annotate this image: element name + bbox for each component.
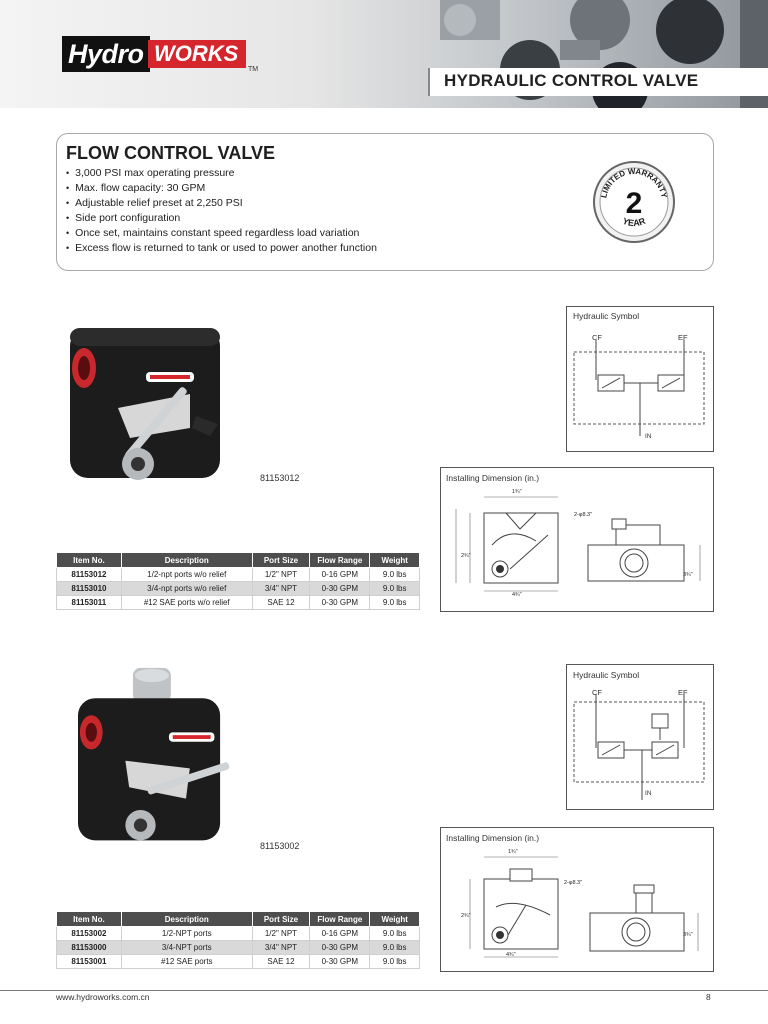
hydraulic-symbol-title: Hydraulic Symbol <box>573 670 640 680</box>
product-title: FLOW CONTROL VALVE <box>66 143 275 163</box>
installing-dimension-drawing <box>440 845 712 970</box>
column-header: Port Size <box>252 553 310 568</box>
image-item-code: 81153012 <box>260 473 300 483</box>
installing-dimension-drawing <box>440 485 712 610</box>
logo-trademark: TM <box>248 66 259 73</box>
feature-item: • Adjustable relief preset at 2,250 PSI <box>66 196 377 211</box>
column-header: Item No. <box>57 553 122 568</box>
port-cf-label: CF <box>592 688 602 697</box>
image-item-code: 81153002 <box>260 841 300 851</box>
dimension-label: 2-φ8.3" <box>574 512 593 518</box>
footer-divider <box>0 990 768 991</box>
flow-range-cell: 0-30 GPM <box>310 582 370 596</box>
dimension-label: 4¾" <box>506 952 516 958</box>
section-title: HYDRAULIC CONTROL VALVE <box>444 71 699 90</box>
warranty-number: 2 <box>625 187 643 220</box>
hydraulic-symbol-diagram <box>566 320 712 450</box>
item-number: 81153001 <box>57 955 122 969</box>
dimension-label: 2¾" <box>461 553 471 559</box>
weight-cell: 9.0 lbs <box>370 568 420 582</box>
dimension-label: 1¾" <box>508 849 518 855</box>
hydraulic-symbol-diagram <box>566 678 712 808</box>
dimension-label: 3¾" <box>683 572 693 578</box>
installing-dimension-title: Installing Dimension (in.) <box>446 473 540 483</box>
spec-table <box>56 911 420 969</box>
description-cell: 1/2-NPT ports <box>121 927 252 941</box>
item-number: 81153002 <box>57 927 122 941</box>
column-header: Description <box>121 912 252 927</box>
port-size-cell: SAE 12 <box>252 596 310 610</box>
spec-table <box>56 552 420 610</box>
port-size-cell: SAE 12 <box>252 955 310 969</box>
port-size-cell: 1/2" NPT <box>252 568 310 582</box>
hydroworks-logo <box>62 36 258 72</box>
column-header: Weight <box>370 553 420 568</box>
dimension-label: 2¾" <box>461 913 471 919</box>
feature-item: • Excess flow is returned to tank or used to power another function <box>66 241 377 256</box>
item-number: 81153010 <box>57 582 122 596</box>
column-header: Weight <box>370 912 420 927</box>
weight-cell: 9.0 lbs <box>370 927 420 941</box>
port-ef-label: EF <box>678 688 688 697</box>
valve-photo-81153002 <box>60 666 240 846</box>
table-row <box>57 927 420 941</box>
port-in-label: IN <box>645 790 652 797</box>
weight-cell: 9.0 lbs <box>370 955 420 969</box>
flow-range-cell: 0-16 GPM <box>310 927 370 941</box>
description-cell: 3/4-npt ports w/o relief <box>121 582 252 596</box>
feature-item: • 3,000 PSI max operating pressure <box>66 166 377 181</box>
logo-hydro-text: Hydro <box>62 36 150 72</box>
hydraulic-symbol-title: Hydraulic Symbol <box>573 311 640 321</box>
column-header: Description <box>121 553 252 568</box>
port-ef-label: EF <box>678 333 688 342</box>
weight-cell: 9.0 lbs <box>370 941 420 955</box>
column-header: Flow Range <box>310 912 370 927</box>
table-row <box>57 582 420 596</box>
dimension-label: 4¾" <box>512 592 522 598</box>
port-size-cell: 1/2" NPT <box>252 927 310 941</box>
flow-range-cell: 0-16 GPM <box>310 568 370 582</box>
item-number: 81153000 <box>57 941 122 955</box>
table-header-row <box>57 553 420 568</box>
warranty-bottom-text: YEAR <box>621 215 647 229</box>
dimension-label: 1¾" <box>512 489 522 495</box>
table-row <box>57 955 420 969</box>
item-number: 81153011 <box>57 596 122 610</box>
table-row <box>57 596 420 610</box>
page-number: 8 <box>706 992 711 1002</box>
column-header: Port Size <box>252 912 310 927</box>
flow-range-cell: 0-30 GPM <box>310 596 370 610</box>
table-row <box>57 941 420 955</box>
weight-cell: 9.0 lbs <box>370 596 420 610</box>
flow-range-cell: 0-30 GPM <box>310 941 370 955</box>
column-header: Item No. <box>57 912 122 927</box>
table-header-row <box>57 912 420 927</box>
port-in-label: IN <box>645 433 652 440</box>
column-header: Flow Range <box>310 553 370 568</box>
description-cell: #12 SAE ports <box>121 955 252 969</box>
description-cell: 3/4-NPT ports <box>121 941 252 955</box>
dimension-label: 3¾" <box>683 932 693 938</box>
weight-cell: 9.0 lbs <box>370 582 420 596</box>
footer-website-link[interactable]: www.hydroworks.com.cn <box>56 992 150 1002</box>
valve-photo-81153012 <box>60 308 240 488</box>
warranty-top-text: LIMITED WARRANTY <box>599 166 669 199</box>
table-row <box>57 568 420 582</box>
logo-works-text: WORKS <box>148 40 246 68</box>
description-cell: #12 SAE ports w/o relief <box>121 596 252 610</box>
port-size-cell: 3/4" NPT <box>252 941 310 955</box>
feature-item: • Once set, maintains constant speed regardless load variation <box>66 226 377 241</box>
description-cell: 1/2-npt ports w/o relief <box>121 568 252 582</box>
feature-item: • Max. flow capacity: 30 GPM <box>66 181 377 196</box>
feature-list <box>66 166 377 256</box>
installing-dimension-title: Installing Dimension (in.) <box>446 833 540 843</box>
flow-range-cell: 0-30 GPM <box>310 955 370 969</box>
warranty-badge <box>592 160 676 244</box>
item-number: 81153012 <box>57 568 122 582</box>
port-cf-label: CF <box>592 333 602 342</box>
port-size-cell: 3/4" NPT <box>252 582 310 596</box>
dimension-label: 2-φ8.3" <box>564 880 583 886</box>
feature-item: • Side port configuration <box>66 211 377 226</box>
